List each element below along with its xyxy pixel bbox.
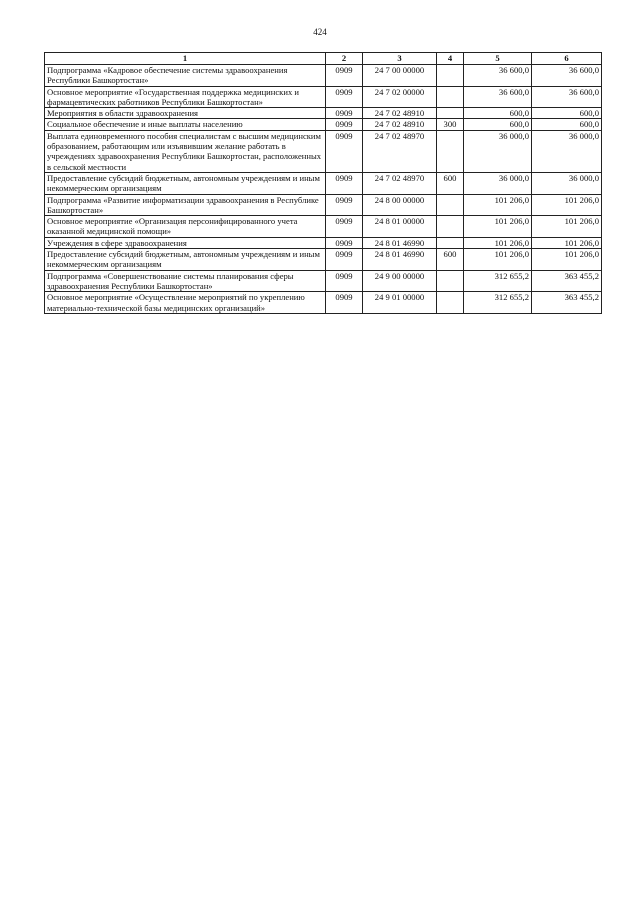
table-row xyxy=(45,292,602,314)
cell-amount-1: 36 600,0 xyxy=(464,86,532,108)
table-row xyxy=(45,130,602,172)
cell-name: Мероприятия в области здравоохранения xyxy=(45,108,326,119)
cell-amount-2: 101 206,0 xyxy=(532,249,602,271)
header-col-6: 6 xyxy=(532,53,602,65)
cell-amount-2: 36 000,0 xyxy=(532,130,602,172)
header-col-4: 4 xyxy=(437,53,464,65)
cell-expense-type xyxy=(437,65,464,87)
cell-section: 0909 xyxy=(326,130,363,172)
cell-amount-1: 101 206,0 xyxy=(464,194,532,216)
cell-expense-type xyxy=(437,108,464,119)
cell-amount-1: 101 206,0 xyxy=(464,216,532,238)
cell-amount-1: 312 655,2 xyxy=(464,270,532,292)
cell-amount-2: 101 206,0 xyxy=(532,237,602,248)
cell-section: 0909 xyxy=(326,86,363,108)
cell-name: Подпрограмма «Совершенствование системы планирования сферы здравоохранения Республики Башкортостан» xyxy=(45,270,326,292)
cell-name: Предоставление субсидий бюджетным, автономным учреждениям и иным некоммерческим организациям xyxy=(45,249,326,271)
table-row xyxy=(45,249,602,271)
cell-amount-1: 312 655,2 xyxy=(464,292,532,314)
cell-amount-1: 600,0 xyxy=(464,119,532,130)
cell-amount-2: 600,0 xyxy=(532,108,602,119)
table-row xyxy=(45,65,602,87)
cell-expense-type xyxy=(437,130,464,172)
cell-amount-1: 600,0 xyxy=(464,108,532,119)
header-col-2: 2 xyxy=(326,53,363,65)
header-col-1: 1 xyxy=(45,53,326,65)
table-row xyxy=(45,172,602,194)
cell-amount-2: 36 000,0 xyxy=(532,172,602,194)
cell-name: Выплата единовременного пособия специалистам с высшим медицинским образованием, работающим или изъявившим желание работать в учреждениях здравоохранения Республики Башкортостан, расположенных в сельской местности xyxy=(45,130,326,172)
page-number: 424 xyxy=(313,27,327,37)
cell-name: Предоставление субсидий бюджетным, автономным учреждениям и иным некоммерческим организациям xyxy=(45,172,326,194)
cell-amount-2: 36 600,0 xyxy=(532,65,602,87)
cell-name: Подпрограмма «Кадровое обеспечение системы здравоохранения Республики Башкортостан» xyxy=(45,65,326,87)
cell-section: 0909 xyxy=(326,119,363,130)
cell-section: 0909 xyxy=(326,292,363,314)
cell-name: Основное мероприятие «Организация персонифицированного учета оказанной медицинской помощи» xyxy=(45,216,326,238)
cell-expense-type xyxy=(437,292,464,314)
table-row xyxy=(45,194,602,216)
cell-expense-type xyxy=(437,194,464,216)
cell-amount-2: 363 455,2 xyxy=(532,292,602,314)
table-header-row xyxy=(45,53,602,65)
cell-target-code: 24 7 02 48970 xyxy=(363,130,437,172)
cell-target-code: 24 9 01 00000 xyxy=(363,292,437,314)
cell-amount-2: 36 600,0 xyxy=(532,86,602,108)
cell-amount-1: 36 600,0 xyxy=(464,65,532,87)
cell-name: Основное мероприятие «Государственная поддержка медицинских и фармацевтических работников Республики Башкортостан» xyxy=(45,86,326,108)
cell-section: 0909 xyxy=(326,216,363,238)
budget-table xyxy=(44,52,602,314)
table-row xyxy=(45,270,602,292)
table-row xyxy=(45,86,602,108)
cell-name: Учреждения в сфере здравоохранения xyxy=(45,237,326,248)
cell-expense-type xyxy=(437,86,464,108)
cell-amount-1: 36 000,0 xyxy=(464,172,532,194)
cell-name: Социальное обеспечение и иные выплаты населению xyxy=(45,119,326,130)
cell-amount-2: 101 206,0 xyxy=(532,216,602,238)
table-row xyxy=(45,216,602,238)
header-col-5: 5 xyxy=(464,53,532,65)
cell-target-code: 24 7 00 00000 xyxy=(363,65,437,87)
cell-section: 0909 xyxy=(326,108,363,119)
header-col-3: 3 xyxy=(363,53,437,65)
cell-section: 0909 xyxy=(326,237,363,248)
cell-amount-2: 600,0 xyxy=(532,119,602,130)
cell-section: 0909 xyxy=(326,172,363,194)
cell-amount-1: 36 000,0 xyxy=(464,130,532,172)
cell-amount-1: 101 206,0 xyxy=(464,249,532,271)
cell-name: Основное мероприятие «Осуществление мероприятий по укреплению материально-технической базы медицинских организаций» xyxy=(45,292,326,314)
table-row xyxy=(45,119,602,130)
cell-target-code: 24 7 02 48910 xyxy=(363,108,437,119)
cell-amount-2: 363 455,2 xyxy=(532,270,602,292)
cell-expense-type: 300 xyxy=(437,119,464,130)
cell-section: 0909 xyxy=(326,194,363,216)
cell-expense-type: 600 xyxy=(437,172,464,194)
cell-amount-1: 101 206,0 xyxy=(464,237,532,248)
cell-target-code: 24 8 01 46990 xyxy=(363,249,437,271)
table-row xyxy=(45,108,602,119)
cell-target-code: 24 9 00 00000 xyxy=(363,270,437,292)
cell-target-code: 24 8 00 00000 xyxy=(363,194,437,216)
table-row xyxy=(45,237,602,248)
cell-expense-type: 600 xyxy=(437,249,464,271)
cell-expense-type xyxy=(437,270,464,292)
cell-expense-type xyxy=(437,216,464,238)
cell-expense-type xyxy=(437,237,464,248)
cell-target-code: 24 8 01 00000 xyxy=(363,216,437,238)
cell-name: Подпрограмма «Развитие информатизации здравоохранения в Республике Башкортостан» xyxy=(45,194,326,216)
cell-target-code: 24 7 02 48970 xyxy=(363,172,437,194)
cell-target-code: 24 7 02 48910 xyxy=(363,119,437,130)
cell-section: 0909 xyxy=(326,270,363,292)
cell-target-code: 24 7 02 00000 xyxy=(363,86,437,108)
cell-target-code: 24 8 01 46990 xyxy=(363,237,437,248)
cell-section: 0909 xyxy=(326,65,363,87)
cell-section: 0909 xyxy=(326,249,363,271)
cell-amount-2: 101 206,0 xyxy=(532,194,602,216)
